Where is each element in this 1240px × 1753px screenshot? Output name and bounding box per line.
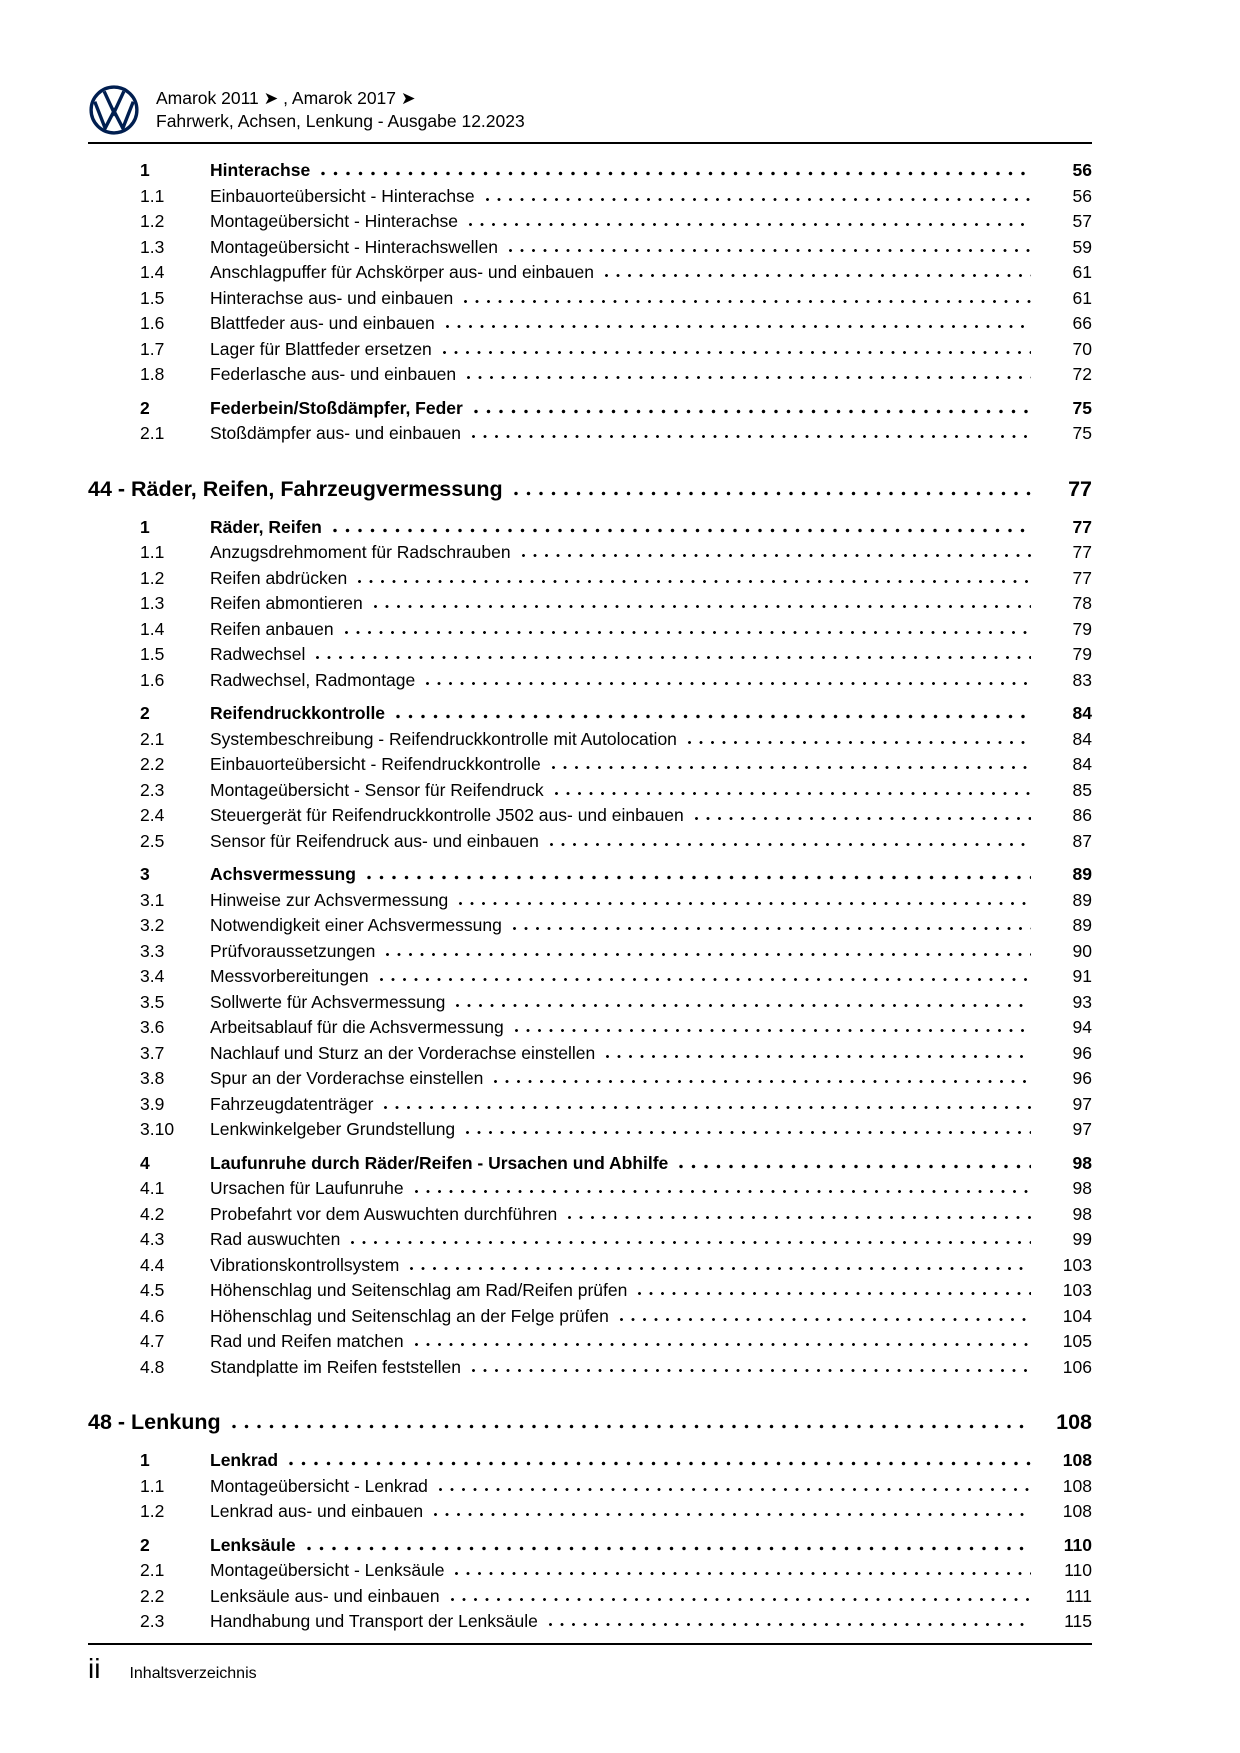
entry-title: Handhabung und Transport der Lenksäule <box>210 1611 538 1631</box>
entry-page-number: 90 <box>1072 940 1092 961</box>
entry-number: 4.6 <box>140 1305 165 1326</box>
page-header <box>88 84 1092 136</box>
dot-leader <box>385 952 1031 957</box>
entry-title: Hinterachse <box>210 160 311 180</box>
dot-leader <box>465 1130 1031 1135</box>
toc-entry[interactable] <box>88 1558 1092 1584</box>
dot-leader <box>332 528 1031 533</box>
entry-page-number: 103 <box>1062 1254 1092 1275</box>
entry-number: 4.8 <box>140 1356 165 1377</box>
entry-number: 4.7 <box>140 1331 165 1351</box>
entry-page-number: 85 <box>1072 779 1092 800</box>
entry-page-number: 89 <box>1072 864 1092 884</box>
toc-entry[interactable] <box>88 421 1092 447</box>
toc-entry[interactable] <box>88 396 1092 422</box>
entry-title: Montageübersicht - Hinterachswellen <box>210 236 498 257</box>
entry-title: Fahrzeugdatenträger <box>210 1093 374 1114</box>
entry-page-number: 115 <box>1064 1611 1092 1631</box>
toc-entry[interactable] <box>88 260 1092 286</box>
entry-number: 1.2 <box>140 211 165 231</box>
entry-title: Montageübersicht - Sensor für Reifendruck <box>210 779 544 800</box>
entry-number: 3.2 <box>140 915 165 935</box>
dot-leader <box>438 1487 1031 1492</box>
toc-entry[interactable] <box>88 1117 1092 1143</box>
entry-number: 3.10 <box>140 1119 175 1139</box>
entry-page-number: 108 <box>1062 1501 1092 1521</box>
dot-leader <box>344 630 1031 635</box>
toc-entry[interactable] <box>88 362 1092 388</box>
dot-leader <box>395 714 1031 719</box>
entry-title: Systembeschreibung - Reifendruckkontrolle mit Autolocation <box>210 728 677 749</box>
entry-page-number: 87 <box>1072 830 1092 851</box>
entry-page-number: 97 <box>1072 1119 1092 1139</box>
entry-page-number: 94 <box>1072 1017 1092 1037</box>
entry-title: Hinweise zur Achsvermessung <box>210 889 449 910</box>
entry-number: 3.3 <box>140 940 165 961</box>
entry-page-number: 83 <box>1072 669 1092 690</box>
entry-number: 1 <box>140 1450 150 1470</box>
entry-number: 2.3 <box>140 779 165 800</box>
toc-entry[interactable] <box>88 591 1092 617</box>
entry-title: Arbeitsablauf für die Achsvermessung <box>210 1017 504 1037</box>
entry-page-number: 84 <box>1072 703 1092 723</box>
entry-title: Montageübersicht - Hinterachse <box>210 211 459 231</box>
entry-page-number: 105 <box>1062 1331 1092 1351</box>
entry-title: Vibrationskontrollsystem <box>210 1254 400 1275</box>
toc-entry[interactable] <box>88 701 1092 727</box>
entry-title: Einbauorteübersicht - Reifendruckkontrolle <box>210 754 541 774</box>
toc-entry[interactable] <box>88 888 1092 914</box>
chapter-title: 44 - Räder, Reifen, Fahrzeugvermessung <box>88 476 503 501</box>
entry-number: 2.4 <box>140 805 165 825</box>
entry-page-number: 78 <box>1072 593 1092 613</box>
entry-page-number: 104 <box>1062 1305 1092 1326</box>
entry-page-number: 56 <box>1072 185 1092 206</box>
entry-page-number: 57 <box>1072 211 1092 231</box>
toc-entry[interactable] <box>88 209 1092 235</box>
toc-entry[interactable] <box>88 939 1092 965</box>
header-rule <box>88 142 1092 144</box>
dot-leader <box>231 1424 1031 1429</box>
entry-title: Achsvermessung <box>210 864 356 884</box>
toc-chapter-entry[interactable] <box>88 473 1092 505</box>
toc <box>88 158 1092 1635</box>
toc-entry[interactable] <box>88 540 1092 566</box>
toc-entry[interactable] <box>88 1202 1092 1228</box>
entry-number: 1 <box>140 516 150 537</box>
entry-page-number: 96 <box>1072 1068 1092 1088</box>
entry-number: 4.4 <box>140 1254 165 1275</box>
dot-leader <box>458 901 1031 906</box>
entry-page-number: 91 <box>1072 966 1092 986</box>
entry-page-number: 61 <box>1072 287 1092 308</box>
toc-entry[interactable] <box>88 1584 1092 1610</box>
entry-number: 2.5 <box>140 830 165 851</box>
entry-number: 3.6 <box>140 1017 165 1037</box>
dot-leader <box>450 1597 1031 1602</box>
dot-leader <box>454 1571 1031 1576</box>
entry-title: Prüfvoraussetzungen <box>210 940 376 961</box>
toc-entry[interactable] <box>88 1329 1092 1355</box>
entry-number: 1.4 <box>140 262 165 282</box>
toc-entry[interactable] <box>88 1533 1092 1559</box>
toc-entry[interactable] <box>88 1609 1092 1635</box>
entry-number: 2.1 <box>140 728 165 749</box>
dot-leader <box>409 1266 1031 1271</box>
entry-title: Räder, Reifen <box>210 516 322 537</box>
entry-title: Höhenschlag und Seitenschlag an der Felge prüfen <box>210 1305 609 1326</box>
toc-entry[interactable] <box>88 778 1092 804</box>
entry-title: Federlasche aus- und einbauen <box>210 364 457 384</box>
entry-page-number: 99 <box>1072 1229 1092 1249</box>
dot-leader <box>383 1105 1031 1110</box>
dot-leader <box>455 1003 1031 1008</box>
dot-leader <box>605 1054 1031 1059</box>
entry-number: 1.5 <box>140 644 165 664</box>
toc-chapter-entry[interactable] <box>88 1406 1092 1438</box>
entry-title: Nachlauf und Sturz an der Vorderachse einstellen <box>210 1042 596 1063</box>
toc-entry[interactable] <box>88 617 1092 643</box>
dot-leader <box>513 491 1031 496</box>
entry-page-number: 97 <box>1072 1093 1092 1114</box>
entry-title: Federbein/Stoßdämpfer, Feder <box>210 397 463 418</box>
entry-number: 2.1 <box>140 423 165 443</box>
dot-leader <box>548 1622 1031 1627</box>
dot-leader <box>551 765 1031 770</box>
entry-title: Lenkrad <box>210 1450 279 1470</box>
entry-page-number: 66 <box>1072 313 1092 333</box>
entry-title: Radwechsel, Radmontage <box>210 669 416 690</box>
toc-entry[interactable] <box>88 1278 1092 1304</box>
entry-title: Rad und Reifen matchen <box>210 1331 404 1351</box>
dot-leader <box>366 875 1031 880</box>
entry-title: Reifen anbauen <box>210 618 334 639</box>
entry-page-number: 93 <box>1072 991 1092 1012</box>
entry-number: 1.2 <box>140 567 165 588</box>
entry-title: Lenkrad aus- und einbauen <box>210 1501 424 1521</box>
entry-page-number: 75 <box>1072 397 1092 418</box>
entry-number: 4.2 <box>140 1203 165 1224</box>
entry-page-number: 56 <box>1072 160 1092 180</box>
toc-entry[interactable] <box>88 311 1092 337</box>
entry-title: Radwechsel <box>210 644 306 664</box>
entry-number: 3.1 <box>140 889 165 910</box>
entry-number: 1.7 <box>140 338 165 359</box>
toc-entry[interactable] <box>88 752 1092 778</box>
entry-number: 1.1 <box>140 542 165 562</box>
entry-page-number: 70 <box>1072 338 1092 359</box>
entry-title: Rad auswuchten <box>210 1229 341 1249</box>
dot-leader <box>379 977 1031 982</box>
entry-page-number: 103 <box>1062 1280 1092 1300</box>
entry-page-number: 72 <box>1072 364 1092 384</box>
chapter-page-number: 77 <box>1068 476 1092 501</box>
entry-number: 2 <box>140 1534 150 1555</box>
dot-leader <box>485 197 1031 202</box>
chapter-title: 48 - Lenkung <box>88 1410 221 1434</box>
toc-entry[interactable] <box>88 1151 1092 1177</box>
entry-title: Montageübersicht - Lenksäule <box>210 1560 445 1580</box>
entry-number: 2.3 <box>140 1611 165 1631</box>
entry-page-number: 75 <box>1072 423 1092 443</box>
dot-leader <box>320 171 1031 176</box>
entry-page-number: 96 <box>1072 1042 1092 1063</box>
entry-number: 1.8 <box>140 364 165 384</box>
entry-title: Laufunruhe durch Räder/Reifen - Ursachen und Abhilfe <box>210 1152 669 1173</box>
entry-number: 2 <box>140 703 150 723</box>
entry-title: Montageübersicht - Lenkrad <box>210 1475 428 1496</box>
dot-leader <box>512 926 1031 931</box>
toc-entry[interactable] <box>88 990 1092 1016</box>
vw-logo-icon <box>88 84 140 136</box>
entry-number: 3.7 <box>140 1042 165 1063</box>
toc-entry[interactable] <box>88 1499 1092 1525</box>
entry-page-number: 108 <box>1062 1475 1092 1496</box>
entry-number: 3.9 <box>140 1093 165 1114</box>
toc-entry[interactable] <box>88 727 1092 753</box>
entry-page-number: 106 <box>1062 1356 1092 1377</box>
toc-entry[interactable] <box>88 158 1092 184</box>
toc-entry[interactable] <box>88 1304 1092 1330</box>
entry-number: 1.3 <box>140 236 165 257</box>
dot-leader <box>508 248 1031 253</box>
entry-number: 1.6 <box>140 669 165 690</box>
dot-leader <box>493 1079 1031 1084</box>
dot-leader <box>514 1028 1031 1033</box>
entry-title: Messvorbereitungen <box>210 966 369 986</box>
toc-entry[interactable] <box>88 1448 1092 1474</box>
toc-entry[interactable] <box>88 1253 1092 1279</box>
toc-entry[interactable] <box>88 1066 1092 1092</box>
toc-entry[interactable] <box>88 1474 1092 1500</box>
toc-entry[interactable] <box>88 286 1092 312</box>
toc-entry[interactable] <box>88 1041 1092 1067</box>
entry-title: Spur an der Vorderachse einstellen <box>210 1068 484 1088</box>
toc-entry[interactable] <box>88 964 1092 990</box>
entry-page-number: 79 <box>1072 644 1092 664</box>
entry-number: 3.5 <box>140 991 165 1012</box>
entry-title: Lenksäule aus- und einbauen <box>210 1585 440 1606</box>
dot-leader <box>373 604 1031 609</box>
entry-page-number: 89 <box>1072 915 1092 935</box>
toc-entry[interactable] <box>88 1227 1092 1253</box>
toc-entry[interactable] <box>88 913 1092 939</box>
entry-number: 3 <box>140 864 150 884</box>
dot-leader <box>306 1546 1031 1551</box>
entry-number: 1.4 <box>140 618 165 639</box>
dot-leader <box>554 791 1031 796</box>
toc-entry[interactable] <box>88 1355 1092 1381</box>
entry-number: 3.8 <box>140 1068 165 1088</box>
entry-number: 1.3 <box>140 593 165 613</box>
entry-title: Lenkwinkelgeber Grundstellung <box>210 1119 456 1139</box>
entry-page-number: 111 <box>1065 1585 1092 1606</box>
header-subtitle: Fahrwerk, Achsen, Lenkung - Ausgabe 12.2023 <box>156 111 525 131</box>
dot-leader <box>549 842 1031 847</box>
dot-leader <box>425 681 1031 686</box>
entry-title: Einbauorteübersicht - Hinterachse <box>210 185 475 206</box>
dot-leader <box>687 740 1031 745</box>
entry-page-number: 98 <box>1072 1152 1092 1173</box>
dot-leader <box>471 1368 1031 1373</box>
entry-title: Anzugsdrehmoment für Radschrauben <box>210 542 511 562</box>
entry-number: 1.2 <box>140 1501 165 1521</box>
entry-page-number: 110 <box>1063 1534 1092 1555</box>
dot-leader <box>350 1240 1031 1245</box>
toc-entry[interactable] <box>88 642 1092 668</box>
entry-number: 1.1 <box>140 1475 165 1496</box>
toc-entry[interactable] <box>88 862 1092 888</box>
dot-leader <box>466 375 1031 380</box>
header-model-line: Amarok 2011 ➤ , Amarok 2017 ➤ <box>156 88 416 108</box>
entry-title: Notwendigkeit einer Achsvermessung <box>210 915 502 935</box>
entry-title: Anschlagpuffer für Achskörper aus- und einbauen <box>210 262 594 282</box>
entry-page-number: 89 <box>1072 889 1092 910</box>
dot-leader <box>521 553 1031 558</box>
entry-number: 2.2 <box>140 1585 165 1606</box>
entry-page-number: 79 <box>1072 618 1092 639</box>
dot-leader <box>445 324 1031 329</box>
entry-page-number: 61 <box>1072 262 1092 282</box>
entry-page-number: 98 <box>1072 1178 1092 1198</box>
entry-title: Stoßdämpfer aus- und einbauen <box>210 423 461 443</box>
toc-entry[interactable] <box>88 566 1092 592</box>
chapter-page-number: 108 <box>1056 1410 1092 1434</box>
entry-page-number: 77 <box>1072 567 1092 588</box>
footer-page-label: ii <box>88 1653 101 1684</box>
toc-entry[interactable] <box>88 515 1092 541</box>
entry-page-number: 108 <box>1062 1450 1092 1470</box>
dot-leader <box>288 1461 1031 1466</box>
dot-leader <box>315 655 1031 660</box>
entry-number: 4.5 <box>140 1280 165 1300</box>
dot-leader <box>619 1317 1031 1322</box>
dot-leader <box>433 1512 1031 1517</box>
entry-title: Sensor für Reifendruck aus- und einbauen <box>210 830 539 851</box>
entry-page-number: 77 <box>1072 542 1092 562</box>
entry-title: Lenksäule <box>210 1534 296 1555</box>
entry-page-number: 84 <box>1072 728 1092 749</box>
entry-title: Hinterachse aus- und einbauen <box>210 287 454 308</box>
toc-entry[interactable] <box>88 803 1092 829</box>
entry-title: Ursachen für Laufunruhe <box>210 1178 404 1198</box>
entry-title: Reifendruckkontrolle <box>210 703 386 723</box>
dot-leader <box>471 434 1031 439</box>
entry-number: 3.4 <box>140 966 165 986</box>
dot-leader <box>567 1215 1031 1220</box>
dot-leader <box>637 1291 1031 1296</box>
dot-leader <box>678 1164 1031 1169</box>
dot-leader <box>414 1342 1031 1347</box>
entry-page-number: 98 <box>1072 1203 1092 1224</box>
entry-number: 4 <box>140 1152 150 1173</box>
entry-title: Sollwerte für Achsvermessung <box>210 991 446 1012</box>
dot-leader <box>473 409 1031 414</box>
toc-entry[interactable] <box>88 184 1092 210</box>
entry-title: Probefahrt vor dem Auswuchten durchführen <box>210 1203 558 1224</box>
dot-leader <box>463 299 1031 304</box>
footer-text: Inhaltsverzeichnis <box>129 1665 257 1682</box>
entry-page-number: 110 <box>1064 1560 1092 1580</box>
entry-page-number: 86 <box>1072 805 1092 825</box>
dot-leader <box>442 350 1031 355</box>
entry-number: 2.1 <box>140 1560 165 1580</box>
entry-title: Steuergerät für Reifendruckkontrolle J502 aus- und einbauen <box>210 805 684 825</box>
entry-number: 4.3 <box>140 1229 165 1249</box>
toc-entry[interactable] <box>88 1015 1092 1041</box>
toc-entry[interactable] <box>88 337 1092 363</box>
entry-page-number: 59 <box>1072 236 1092 257</box>
entry-number: 1.5 <box>140 287 165 308</box>
dot-leader <box>694 816 1031 821</box>
entry-page-number: 84 <box>1072 754 1092 774</box>
dot-leader <box>357 579 1031 584</box>
toc-entry[interactable] <box>88 668 1092 694</box>
entry-title: Blattfeder aus- und einbauen <box>210 313 435 333</box>
entry-number: 1.6 <box>140 313 165 333</box>
entry-number: 4.1 <box>140 1178 165 1198</box>
toc-entry[interactable] <box>88 235 1092 261</box>
dot-leader <box>604 273 1031 278</box>
entry-title: Lager für Blattfeder ersetzen <box>210 338 432 359</box>
entry-title: Reifen abmontieren <box>210 593 363 613</box>
dot-leader <box>414 1189 1031 1194</box>
header-text <box>156 84 525 133</box>
entry-title: Höhenschlag und Seitenschlag am Rad/Reifen prüfen <box>210 1280 628 1300</box>
dot-leader <box>468 222 1031 227</box>
page-footer <box>88 1643 1092 1684</box>
entry-number: 2 <box>140 397 150 418</box>
entry-number: 1 <box>140 160 150 180</box>
entry-page-number: 77 <box>1072 516 1092 537</box>
entry-title: Standplatte im Reifen feststellen <box>210 1356 461 1377</box>
entry-number: 2.2 <box>140 754 165 774</box>
toc-entry[interactable] <box>88 829 1092 855</box>
toc-entry[interactable] <box>88 1176 1092 1202</box>
entry-number: 1.1 <box>140 185 165 206</box>
toc-entry[interactable] <box>88 1092 1092 1118</box>
entry-title: Reifen abdrücken <box>210 567 348 588</box>
